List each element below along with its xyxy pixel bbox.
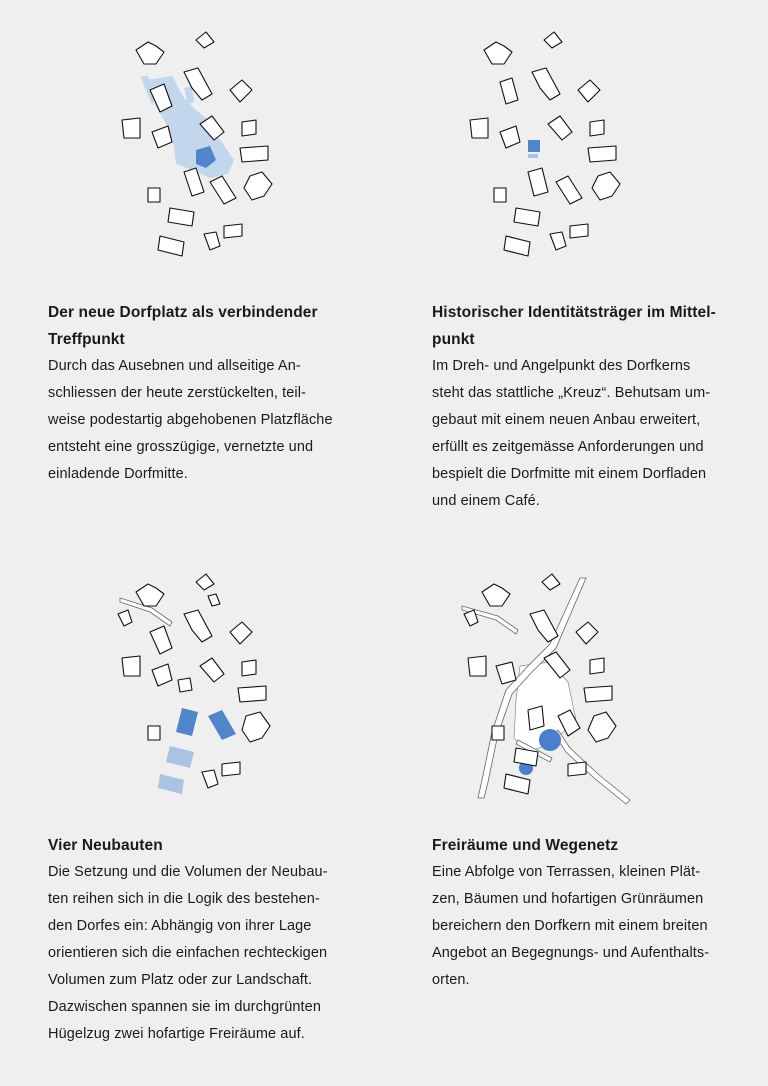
caption-body bbox=[48, 859, 358, 1048]
body-line: Dazwischen spannen sie im durchgrünten bbox=[48, 999, 322, 1015]
site-plan-kreuz bbox=[460, 28, 640, 268]
body-line: Volumen zum Platz oder zur Landschaft. bbox=[48, 972, 313, 988]
body-line: bespielt die Dorfmitte mit einem Dorfladen bbox=[432, 466, 707, 482]
body-line: einladende Dorfmitte. bbox=[48, 466, 188, 482]
neubau-4 bbox=[158, 774, 184, 794]
caption-neubauten bbox=[48, 832, 358, 1048]
tree-large bbox=[539, 729, 561, 751]
site-plan-neubauten-drawing bbox=[112, 570, 292, 805]
body-line: ten reihen sich in die Logik des bestehen- bbox=[48, 891, 320, 907]
body-line: den Dorfes ein: Abhängig von ihrer Lage bbox=[48, 918, 312, 934]
title-text: Vier Neubauten bbox=[48, 837, 163, 854]
caption-kreuz bbox=[432, 299, 742, 515]
body-line: und einem Café. bbox=[432, 493, 540, 509]
caption-body bbox=[432, 859, 742, 994]
body-line: Hügelzug zwei hofartige Freiräume auf. bbox=[48, 1026, 305, 1042]
body-line: Die Setzung und die Volumen der Neubau- bbox=[48, 864, 328, 880]
site-plan-freiraeume-drawing bbox=[458, 570, 638, 810]
neubau-3 bbox=[166, 746, 194, 768]
neubau-2 bbox=[208, 710, 236, 740]
body-line: bereichern den Dorfkern mit einem breiten bbox=[432, 918, 708, 934]
title-text: Der neue Dorfplatz als verbindender Treffpunkt bbox=[48, 304, 318, 348]
caption-title bbox=[432, 299, 742, 353]
caption-dorfplatz bbox=[48, 299, 358, 488]
body-line: Angebot an Begegnungs- und Aufenthalts- bbox=[432, 945, 710, 961]
caption-body bbox=[432, 353, 742, 515]
body-line: Durch das Ausebnen und allseitige An- bbox=[48, 358, 301, 374]
site-plan-kreuz-drawing bbox=[460, 28, 640, 263]
caption-title bbox=[432, 832, 742, 859]
body-line: Eine Abfolge von Terrassen, kleinen Plät- bbox=[432, 864, 701, 880]
neubau-1 bbox=[176, 708, 198, 736]
body-line: zen, Bäumen und hofartigen Grünräumen bbox=[432, 891, 704, 907]
kreuz-highlight bbox=[528, 140, 540, 152]
body-line: orientieren sich die einfachen rechteckigen bbox=[48, 945, 328, 961]
caption-title bbox=[48, 832, 358, 859]
caption-title bbox=[48, 299, 358, 353]
site-plan-dorfplatz bbox=[112, 28, 292, 268]
title-line: punkt bbox=[432, 331, 475, 348]
site-plan-neubauten bbox=[112, 570, 292, 810]
site-plan-dorfplatz-drawing bbox=[112, 28, 292, 263]
site-plan-freiraeume bbox=[458, 570, 638, 815]
title-line: Historischer Identitätsträger im Mittel- bbox=[432, 304, 716, 321]
body-line: entsteht eine grosszügige, vernetzte und bbox=[48, 439, 314, 455]
body-line: Im Dreh- und Angelpunkt des Dorfkerns bbox=[432, 358, 691, 374]
body-line: weise podestartig abgehobenen Platzfläche bbox=[48, 412, 333, 428]
caption-body bbox=[48, 353, 358, 488]
body-line: erfüllt es zeitgemässe Anforderungen und bbox=[432, 439, 704, 455]
title-text: Freiräume und Wegenetz bbox=[432, 837, 619, 854]
body-line: orten. bbox=[432, 972, 470, 988]
caption-freiraeume bbox=[432, 832, 742, 994]
body-line: gebaut mit einem neuen Anbau erweitert, bbox=[432, 412, 701, 428]
body-line: schliessen der heute zerstückelten, teil- bbox=[48, 385, 306, 401]
body-line: steht das stattliche „Kreuz“. Behutsam um- bbox=[432, 385, 711, 401]
